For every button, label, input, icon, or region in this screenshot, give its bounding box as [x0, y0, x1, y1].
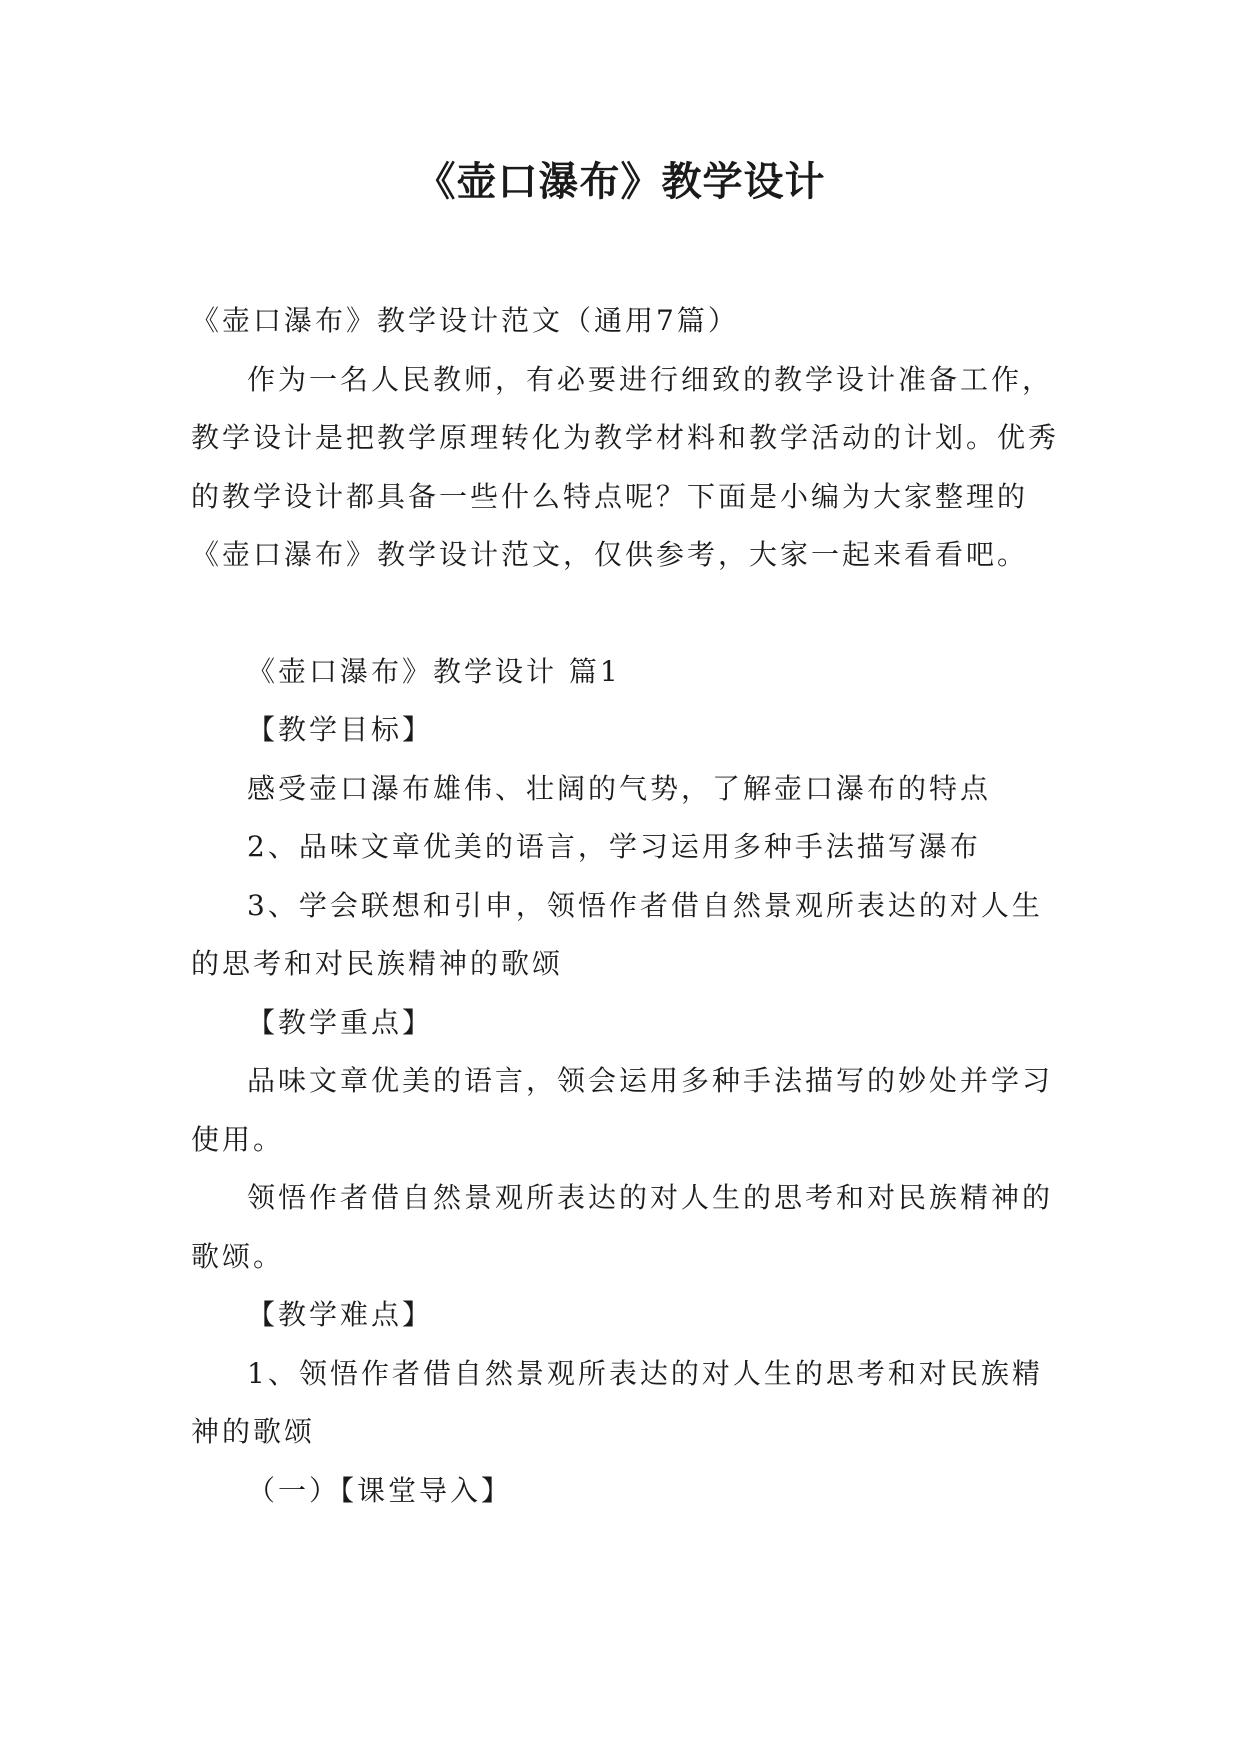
class-intro-heading: （一）【课堂导入】 [247, 1473, 513, 1507]
goal-item-2: 2、品味文章优美的语言，学习运用多种手法描写瀑布 [247, 830, 981, 863]
document-title: 《壶口瀑布》教学设计 [415, 159, 826, 205]
teaching-focus-heading: 【教学重点】 [247, 1005, 434, 1039]
goal-item-1: 感受壶口瀑布雄伟、壮阔的气势，了解壶口瀑布的特点 [247, 771, 992, 805]
teaching-difficulty-heading: 【教学难点】 [247, 1298, 434, 1331]
document-body [191, 292, 1061, 1520]
focus-paragraph-2: 领悟作者借自然景观所表达的对人生的思考和对民族精神的歌颂。 [191, 1181, 1054, 1273]
section-heading: 《壶口瀑布》教学设计 篇1 [247, 654, 621, 688]
difficulty-item-1: 1、领悟作者借自然景观所表达的对人生的思考和对民族精神的歌颂 [191, 1356, 1043, 1448]
teaching-goals-heading: 【教学目标】 [247, 713, 434, 746]
section-spacer [191, 585, 1061, 643]
intro-paragraph: 作为一名人民教师，有必要进行细致的教学设计准备工作，教学设计是把教学原理转化为教学材料和教学活动的计划。优秀的教学设计都具备一些什么特点呢？下面是小编为大家整理的《壶口瀑布》教学设计范文，仅供参考，大家一起来看看吧。 [191, 362, 1060, 571]
focus-paragraph-1: 品味文章优美的语言，领会运用多种手法描写的妙处并学习使用。 [191, 1064, 1054, 1156]
subtitle-paragraph: 《壶口瀑布》教学设计范文（通用7篇） [191, 304, 739, 337]
goal-item-3: 3、学会联想和引申，领悟作者借自然景观所表达的对人生的思考和对民族精神的歌颂 [191, 888, 1043, 980]
